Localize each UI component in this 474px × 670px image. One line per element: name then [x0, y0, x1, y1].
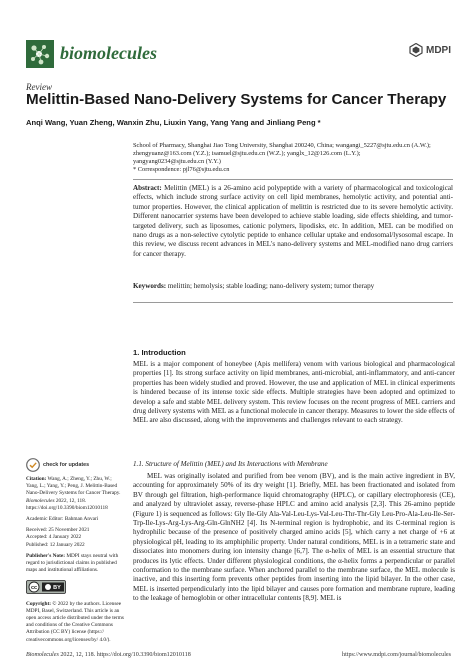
abstract-label: Abstract: — [133, 184, 162, 192]
keywords-text: melittin; hemolysis; stable loading; nano-delivery system; tumor therapy — [167, 282, 375, 290]
affiliation-line: yangyang0234@sjtu.edu.cn (Y.Y.) — [133, 158, 221, 166]
svg-text:cc: cc — [30, 585, 38, 592]
check-updates-icon — [26, 458, 40, 472]
copyright-block: Copyright: © 2022 by the authors. Licensee MDPI, Basel, Switzerland. This article is an open access article distributed under the terms and conditions of the Creative Commons Attribution (CC BY) license (https:// creativecommons.org/licenses/by/ 4.0/). — [26, 600, 124, 643]
molecule-dots-icon — [26, 40, 54, 68]
mdpi-logo-icon — [409, 43, 423, 57]
svg-text:BY: BY — [53, 585, 61, 592]
footer-doi-link[interactable]: 2022, 12, 118. https://doi.org/10.3390/biom12010118 — [60, 652, 191, 658]
published-date: Published: 12 January 2022 — [26, 541, 85, 548]
citation-block: Citation: Wang, A.; Zheng, Y.; Zhu, W.; Yang, L.; Yang, Y.; Peng, J. Melittin-Based Nano-Delivery Systems for Cancer Therapy. Biomolecules 2022, 12, 118. https://doi.org/10.3390/biom12010118 — [26, 476, 121, 511]
creative-commons-icon[interactable] — [26, 580, 66, 594]
correspondence-line: * Correspondence: pjl76@sjtu.edu.cn — [133, 166, 230, 174]
check-for-updates-button[interactable] — [26, 458, 124, 472]
abstract-text: Melittin (MEL) is a 26-amino acid polypeptide with a variety of pharmacological and toxicological effects, which include strong surface activity on cell lipid membranes, hemolytic activity, and potential anti-tumor properties. However, the clinical application of melittin is restricted due to its severe hemolytic activity. Different nanocarrier systems have been developed to achieve stable loading, side effects shielding, and tumor-targeted delivery, such as liposomes, cationic polymers, lipodisks, etc. In addition, MEL can be modified on nano drugs as a non-selective cytolytic peptide to enhance cellular uptake and endosomal/lysosomal escape. In this review, we discuss recent advances in MEL's nano-delivery systems and MEL-modified nano drug carriers for cancer therapy. — [133, 184, 453, 258]
check-updates-label: check for updates — [43, 462, 90, 468]
page-footer — [26, 652, 451, 658]
affiliation-line: School of Pharmacy, Shanghai Jiao Tong University, Shanghai 200240, China; wangangi_5227@sjtu.edu.cn (A.W.); — [133, 142, 431, 149]
citation-doi-link[interactable]: 2022, 12, 118. https://doi.org/10.3390/biom12010118 — [26, 497, 108, 511]
publisher-note: Publisher's Note: MDPI stays neutral with regard to jurisdictional claims in published maps and institutional affiliations. — [26, 552, 119, 574]
received-date: Received: 25 November 2021 — [26, 527, 90, 534]
publisher-logo[interactable] — [409, 43, 451, 57]
subsection-heading: 1.1. Structure of Melittin (MEL) and Its Interactions with Membrane — [133, 460, 328, 468]
article-type: Review — [26, 82, 52, 92]
journal-header — [26, 40, 451, 70]
section-heading: 1. Introduction — [133, 348, 186, 357]
abstract — [133, 184, 453, 259]
author-list: Anqi Wang, Yuan Zheng, Wanxin Zhu, Liuxin Yang, Yang Yang and Jinliang Peng * — [26, 118, 321, 127]
structure-paragraph: MEL was originally isolated and purified from bee venom (BV), and is the main active ingredient in BV, accounting for approximately 50% of its dry weight [1]. Briefly, MEL has been fractionated and isolated from BV through gel filtration, high-performance liquid chromatography (HPLC), or capillary electrophoresis (CE), and analyzed by ultraviolet assay, reverse-phase HPLC and amino acid analysis [2,3]. This 26-amino peptide (Figure 1) is sequenced as follows: Gly Ile-Gly Ala-Val-Leu-Lys-Val-Leu-Thr-Thr-Gly Leu-Pro-Ala-Leu-Ile-Ser-Trp-Ile-Lys-Arg-Lys-Arg-Gln-GlnNH2 [4]. Its N-terminal region is hydrophobic, and its C-terminal region is hydrophilic because of the presence of positively charged amino acids [5], which carry a net charge of +6 at physiological pH, leading to its amphiphilic property. Under natural conditions, MEL is in a tetrameric state and dissociates into monomers during ion intensity change [6,7]. The α-helix of MEL is an essential structure that produces its lytic effects. Under different physiological conditions, the α-helix forms a perpendicular or parallel conformation to the membrane surface. When anchored parallel to the membrane surface, the MEL molecule is inactive, and this inserting form prevents other peptides from inserting into the lipid bilayer. In the other case, MEL is inserted perpendicularly into the lipid bilayer and causes pore formation and membrane rupture, leading to the leakage of hemoglobin or other intracellular contents [8,9]. MEL is — [133, 472, 455, 603]
academic-editor: Academic Editor: Bahman Anvari — [26, 516, 99, 523]
affiliation-line: zhengyuanz@163.com (Y.Z.); isamuel@sjtu.edu.cn (W.Z.); yanglx_12@126.com (L.Y.); — [133, 150, 361, 158]
footer-citation: Biomolecules 2022, 12, 118. https://doi.org/10.3390/biom12010118 — [26, 652, 191, 658]
publisher-name: MDPI — [426, 44, 451, 56]
accepted-date: Accepted: 4 January 2022 — [26, 534, 82, 541]
article-info-sidebar — [26, 458, 124, 648]
abstract-divider — [133, 302, 453, 303]
footer-journal-link[interactable]: https://www.mdpi.com/journal/biomolecules — [342, 652, 451, 658]
keywords — [133, 282, 453, 291]
affiliation-block — [133, 142, 453, 174]
top-divider — [133, 179, 453, 180]
journal-name[interactable]: biomolecules — [60, 43, 157, 63]
intro-paragraph: MEL is a major component of honeybee (Apis mellifera) venom with various biological and pharmacological properties [1]. Its strong surface activity on lipid membranes, anti-microbial, anti-inflammatory, and anti-cancer properties has been widely studied and proved. However, the use and application of MEL in clinical experiments is hindered because of its intense toxic side effects. Multiple strategies have been adopted and optimized to develop a safe and stable MEL delivery system. This review focuses on the recent progress of MEL carriers and drug delivery systems with MEL as a functional molecule in cancer therapy. Measures to lower the side effects of MEL are also discussed, along with the improvements and challenges relevant to each strategy. — [133, 360, 456, 425]
article-title: Melittin-Based Nano-Delivery Systems for Cancer Therapy — [26, 91, 447, 108]
keywords-label: Keywords: — [133, 282, 167, 290]
